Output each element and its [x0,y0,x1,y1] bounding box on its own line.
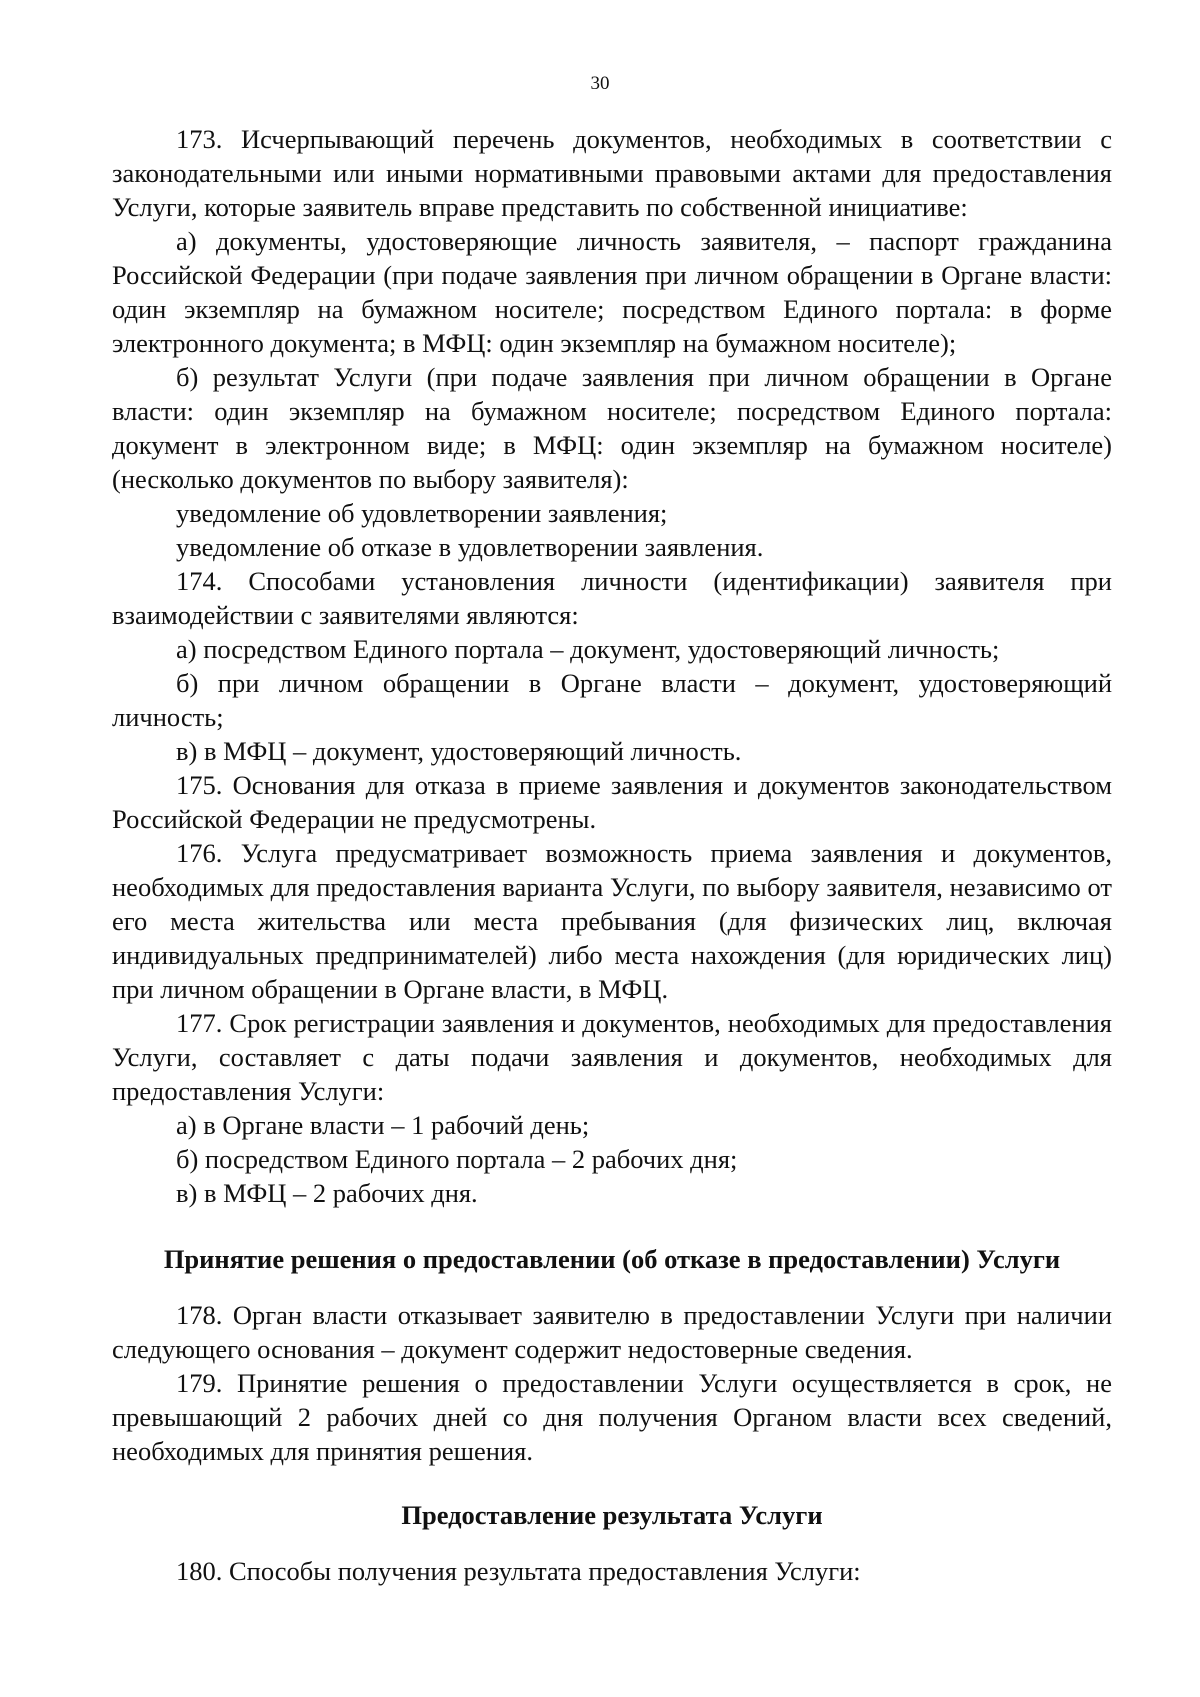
section-heading-result: Предоставление результата Услуги [401,1500,823,1530]
paragraph-176: 176. Услуга предусматривает возможность приема заявления и документов, необходимых для предоставления варианта Услуги, по выбору заявителя, независимо от его места жительства или места пребывания (для физических лиц, включая индивидуальных предпринимателей) либо места нахождения (для юридических лиц) при личном обращении в Органе власти, в МФЦ. [112,838,1112,1004]
paragraph-174-c: в) в МФЦ – документ, удостоверяющий личность. [176,736,742,766]
paragraph-178: 178. Орган власти отказывает заявителю в предоставлении Услуги при наличии следующего основания – документ содержит недостоверные сведения. [112,1300,1112,1364]
paragraph-173-notice-refuse: уведомление об отказе в удовлетворении заявления. [176,532,764,562]
paragraph-180: 180. Способы получения результата предоставления Услуги: [176,1556,861,1586]
paragraph-174-a: а) посредством Единого портала – документ, удостоверяющий личность; [176,634,1000,664]
paragraph-177: 177. Срок регистрации заявления и документов, необходимых для предоставления Услуги, составляет с даты подачи заявления и документов, необходимых для предоставления Услуги: [112,1008,1112,1106]
paragraph-174-b: б) при личном обращении в Органе власти – документ, удостоверяющий личность; [112,668,1112,732]
paragraph-177-b: б) посредством Единого портала – 2 рабочих дня; [176,1144,738,1174]
paragraph-173-notice-approve: уведомление об удовлетворении заявления; [176,498,668,528]
paragraph-173: 173. Исчерпывающий перечень документов, необходимых в соответствии с законодательными или иными нормативными правовыми актами для предоставления Услуги, которые заявитель вправе представить по собственной инициативе: [112,124,1112,222]
paragraph-174: 174. Способами установления личности (идентификации) заявителя при взаимодействии с заявителями являются: [112,566,1112,630]
paragraph-179: 179. Принятие решения о предоставлении Услуги осуществляется в срок, не превышающий 2 рабочих дней со дня получения Органом власти всех сведений, необходимых для принятия решения. [112,1368,1112,1466]
paragraph-173-b: б) результат Услуги (при подаче заявления при личном обращении в Органе власти: один экземпляр на бумажном носителе; посредством Единого портала: документ в электронном виде; в МФЦ: один экземпляр на бумажном носителе) (несколько документов по выбору заявителя): [112,362,1112,494]
paragraph-173-a: а) документы, удостоверяющие личность заявителя, – паспорт гражданина Российской Федерации (при подаче заявления при личном обращении в Органе власти: один экземпляр на бумажном носителе; посредством Единого портала: в форме электронного документа; в МФЦ: один экземпляр на бумажном носителе); [112,226,1112,358]
section-heading-decision: Принятие решения о предоставлении (об отказе в предоставлении) Услуги [163,1244,1061,1274]
page-number: 30 [590,73,610,94]
paragraph-177-a: а) в Органе власти – 1 рабочий день; [176,1110,590,1140]
paragraph-175: 175. Основания для отказа в приеме заявления и документов законодательством Российской Федерации не предусмотрены. [112,770,1112,834]
paragraph-177-c: в) в МФЦ – 2 рабочих дня. [176,1178,478,1208]
document-body [112,122,1112,1588]
